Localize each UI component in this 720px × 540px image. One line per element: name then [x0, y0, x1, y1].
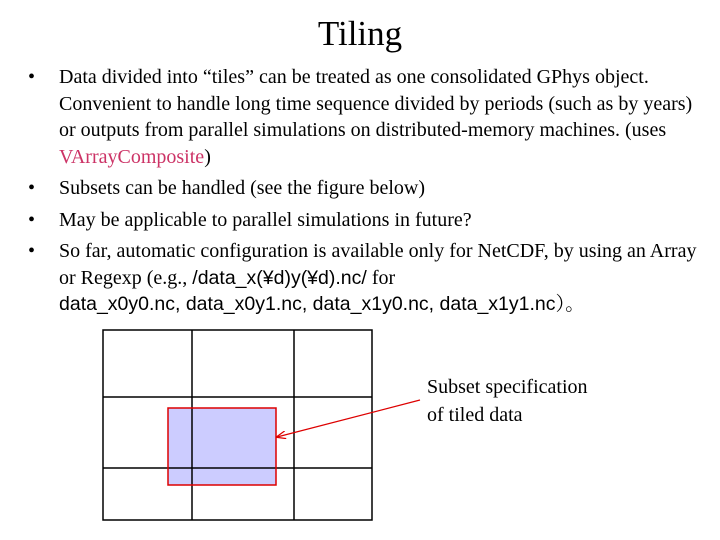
annotation-line-1: Subset specification	[427, 376, 588, 398]
bullet-text: Data divided into “tiles” can be treated as one consolidated GPhys object. Convenient to handle long time sequence divided by periods (such as by years) or outputs from parallel simulations on distributed-memory machines. (uses	[59, 66, 693, 141]
annotation-line-2: of tiled data	[427, 404, 523, 426]
varraycomposite-link: VArrayComposite	[59, 145, 205, 168]
bullet-text: So far, automatic configuration is available only for NetCDF, by using an Array or Regexp (e.g.,	[59, 240, 697, 289]
bullet-icon: •	[28, 177, 36, 199]
regexp-example: /data_x(¥d)y(¥d).nc/	[192, 266, 367, 289]
bullet-text-end: )	[204, 145, 211, 168]
bullet-icon: •	[28, 208, 36, 231]
subset-region	[168, 408, 276, 485]
bullet-text: Subsets can be handled (see the figure below)	[59, 177, 425, 199]
bullet-icon: •	[28, 240, 36, 262]
bullet-text: May be applicable to parallel simulations in future?	[59, 208, 472, 231]
bullet-text-for: for	[366, 266, 396, 289]
annotation-arrow	[277, 400, 420, 437]
annotation-label	[427, 373, 588, 429]
closing-punctuation: ）。	[555, 293, 585, 315]
file-list-example: data_x0y0.nc, data_x0y1.nc, data_x1y0.nc, data_x1y1.nc	[59, 293, 556, 315]
slide-title: Tiling	[317, 14, 403, 53]
bullet-icon: •	[28, 66, 36, 88]
